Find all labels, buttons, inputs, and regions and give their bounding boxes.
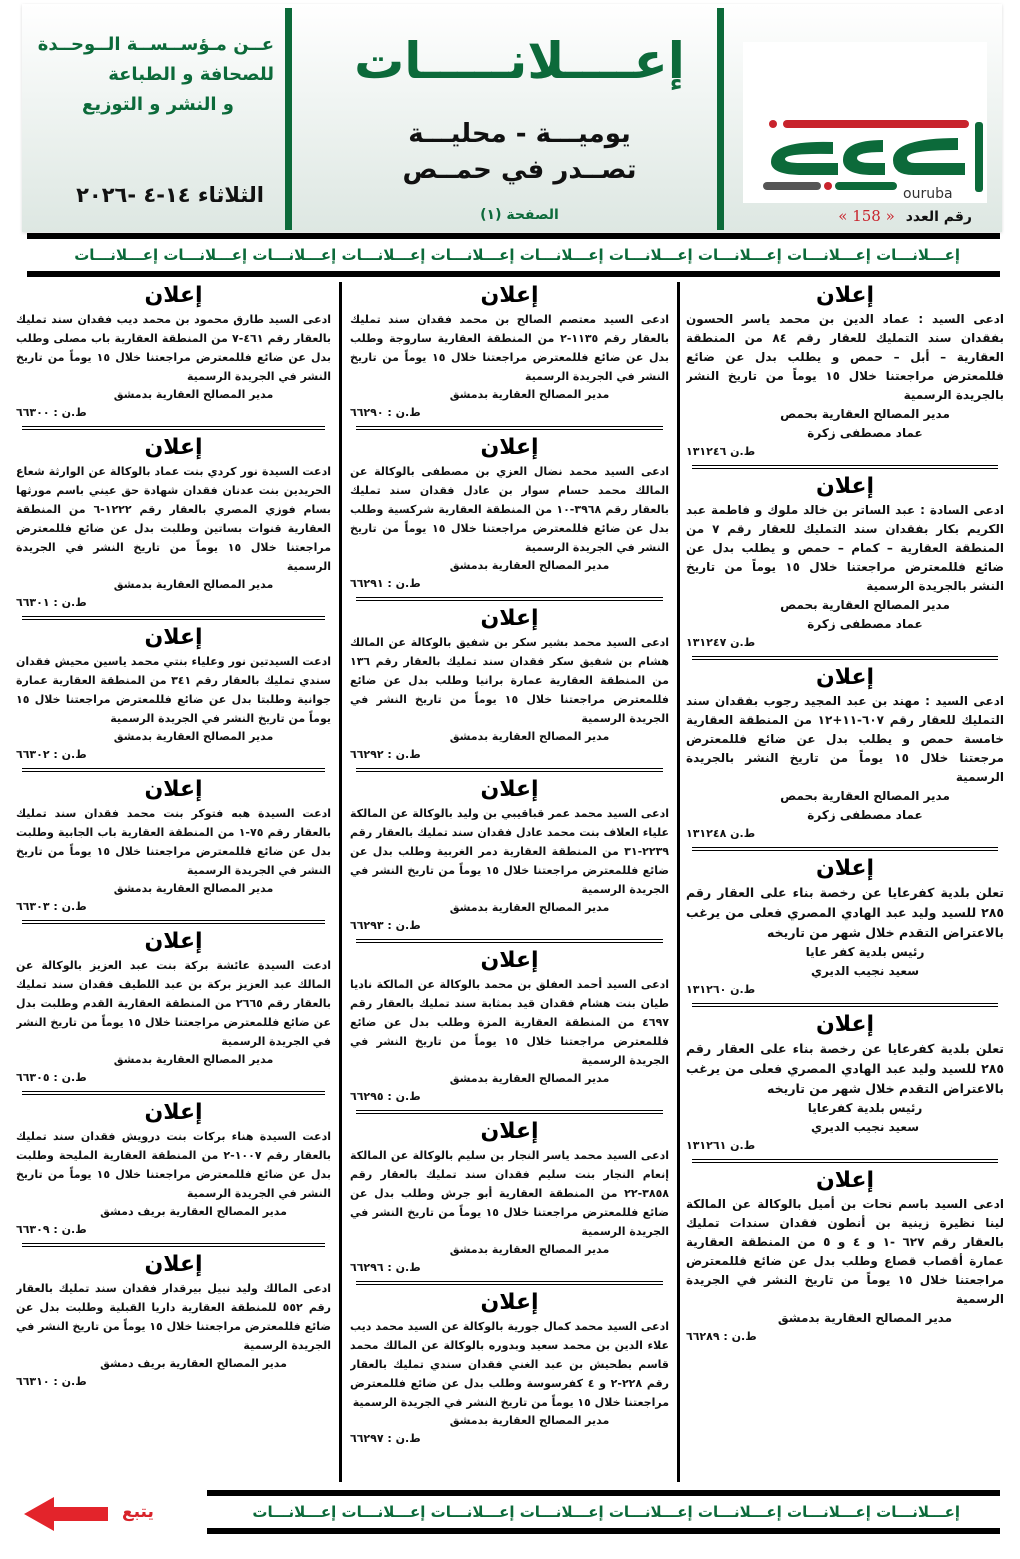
ad-signatory-name: سعيد نجيب الديري (810, 964, 920, 978)
ads-column-middle (350, 282, 680, 1482)
ad-signatory: مدير المصالح العقارية بريف دمشق (100, 1357, 287, 1370)
ad-signatory: مدير المصالح العقارية بدمشق (113, 388, 274, 401)
logo-gray-bar (763, 182, 821, 190)
ad-body: ادعى السيد طارق محمود بن محمد ديب فقدان سند تمليك بالعقار رقم ٤٦١-٧ من المنطقة العقارية باب مصلى وطلب بدل عن ضائع فللمعترض مراجعتنا خلال ١٥ يوماً من تاريخ النشر في الجريدة الرسمية (16, 313, 331, 383)
ad-reference-number: ط.ن : ٦٦٣١٠ (16, 1375, 87, 1388)
publisher-line: عــن مـؤســســة الــوحــدة (37, 34, 274, 55)
ad-title: إعلان (480, 948, 539, 973)
ad-separator (356, 939, 663, 943)
ad-signatory: مدير المصالح العقارية بريف دمشق (100, 1205, 287, 1218)
section-banner (27, 233, 1000, 277)
ad-reference-number: ط.ن ١٣١٢٦١ (686, 1139, 756, 1152)
ad-signatory: مدير المصالح العقارية بحمص (780, 407, 950, 421)
ad-reference-number: ط.ن : ٦٦٣٠٥ (16, 1071, 87, 1084)
ad-signatory: مدير المصالح العقارية بدمشق (449, 1414, 610, 1427)
continue-link[interactable] (24, 1495, 174, 1535)
ad-reference (350, 1088, 669, 1106)
ad-separator (356, 1110, 663, 1114)
ad-reference-number: ط.ن : ٦٦٣٠٢ (16, 748, 87, 761)
ads-column-right (686, 282, 1004, 1482)
page-title: إعــــلانـــــات (354, 32, 685, 90)
ad-reference (350, 746, 669, 764)
ad-title: إعلان (144, 1252, 203, 1277)
ad-title: إعلان (144, 1100, 203, 1125)
ad-signatory: مدير المصالح العقارية بدمشق (113, 1053, 274, 1066)
ad-reference (16, 404, 331, 422)
ad-notice (16, 624, 331, 764)
issue-label: رقم العدد (905, 209, 972, 225)
ad-reference-number: ط.ن : ٦٦٢٩٦ (350, 1261, 421, 1274)
ad-signatory: مدير المصالح العقارية بدمشق (449, 730, 610, 743)
ad-separator (692, 847, 998, 851)
banner-rule (27, 271, 1000, 277)
subtitle (322, 116, 717, 188)
ad-separator (22, 616, 325, 620)
ad-body: ادعى السيد محمد بشير سكر بن شفيق بالوكالة عن المالك هشام بن شفيق سكر فقدان سند تمليك بالعقار رقم ١٣٦ من المنطقة العقارية عمارة برانيا وطلب بدل عن ضائع فللمعترض مراجعتنا خلال ١٥ يوماً من تاريخ النشر في الجريدة الرسمية (350, 636, 669, 725)
ad-separator (692, 1003, 998, 1007)
ad-title: إعلان (480, 1119, 539, 1144)
ad-signatory-name: عماد مصطفى زكرة (807, 426, 923, 440)
ad-notice (16, 1099, 331, 1239)
ad-body: ادعى السيد : عماد الدين بن محمد ياسر الحسون بفقدان سند التمليك للعقار رقم ٨٤ من المنطقة العقارية – أبل – حمص و يطلب بدل عن ضائع فللمعترض مراجعتنا خلال ١٥ يوماً من تاريخ النشر بالجريدة الرسمية (686, 312, 1004, 402)
ad-notice (686, 855, 1004, 999)
ad-reference (350, 404, 669, 422)
divider-bar (285, 8, 292, 230)
subtitle-line: تصــدر في حمــص (402, 155, 637, 185)
ad-reference-number: ط.ن : ٦٦٢٩٧ (350, 1432, 421, 1445)
ad-title: إعلان (815, 283, 875, 308)
ad-reference-number: ط.ن : ٦٦٢٩١ (350, 577, 421, 590)
ad-signatory-name: عماد مصطفى زكرة (807, 617, 923, 631)
ad-reference-number: ط.ن ١٣١٢٤٦ (686, 445, 756, 458)
ad-separator (22, 920, 325, 924)
ad-body: ادعى المالك وليد نبيل بيرقدار فقدان سند تمليك بالعقار رقم ٥٥٢ للمنطقة العقارية داريا القبلية وطلبت بدل عن ضائع فللمعترض مراجعتنا خلال ١٥ يوماً من تاريخ النشر في الجريدة الرسمية (16, 1282, 331, 1352)
ad-body: تعلن بلدية كفرعايا عن رخصة بناء على العقار رقم ٢٨٥ للسيد وليد عبد الهادي المصري فعلى من يرغب بالاعتراض التقدم خلال شهر من تاريخه (686, 885, 1004, 940)
logo-dot-red (769, 120, 777, 128)
publisher-line: للصحافة و الطباعة (108, 64, 274, 85)
ad-reference (686, 443, 1004, 461)
ad-separator (692, 465, 998, 469)
ad-separator (692, 1159, 998, 1163)
ad-signatory: مدير المصالح العقارية بدمشق (449, 901, 610, 914)
ad-separator (356, 768, 663, 772)
publisher-info (37, 30, 274, 120)
ad-reference (16, 1221, 331, 1239)
ad-reference-number: ط.ن : ٦٦٣٠٣ (16, 900, 87, 913)
ad-reference (686, 634, 1004, 652)
ad-body: ادعت السيدتين نور وعلياء بنتي محمد ياسين محيش فقدان سندي تمليك بالعقار رقم ٣٤١ من المنطقة العقارية عمارة جوانية وطلبتا بدل عن ضائع فللمعترض مراجعتنا خلال ١٥ يوماً من تاريخ النشر في الجريدة الرسمية (16, 655, 332, 725)
logo-graphic (743, 42, 987, 203)
ad-notice (16, 776, 331, 916)
ad-signatory: مدير المصالح العقارية بدمشق (449, 1072, 610, 1085)
page-number: الصفحة (١) (480, 207, 559, 223)
ad-reference (350, 917, 669, 935)
ad-notice (686, 1167, 1004, 1346)
ad-reference-number: ط.ن : ٦٦٣٠١ (16, 596, 87, 609)
ad-notice (350, 434, 669, 593)
ad-reference (16, 1373, 331, 1391)
ad-reference-number: ط.ن : ٦٦٣٠٩ (16, 1223, 87, 1236)
ad-notice (16, 1251, 331, 1391)
ad-reference (16, 746, 331, 764)
ad-signatory: مدير المصالح العقارية بدمشق (777, 1311, 953, 1325)
ad-notice (350, 1289, 669, 1448)
logo-green-bar (835, 182, 897, 190)
newspaper-logo[interactable] (743, 42, 987, 203)
ad-notice (16, 282, 331, 422)
ad-signatory: مدير المصالح العقارية بدمشق (449, 1243, 610, 1256)
ad-reference-number: ط.ن ١٣١٢٦٠ (686, 983, 756, 996)
ad-signatory: مدير المصالح العقارية بدمشق (449, 388, 610, 401)
subtitle-line: يوميـــة - محليـــة (408, 119, 631, 149)
ad-separator (22, 426, 325, 430)
ad-separator (22, 1091, 325, 1095)
logo-alef-stroke (975, 122, 983, 192)
ad-notice (16, 434, 331, 612)
ad-separator (692, 656, 998, 660)
logo-red-bar (783, 120, 969, 128)
ad-reference-number: ط.ن : ٦٦٢٩٠ (350, 406, 421, 419)
ad-title: إعلان (480, 1290, 539, 1315)
ad-notice (350, 947, 669, 1106)
ad-signatory: رئيس بلدية كفر عايا (805, 945, 925, 959)
divider-bar (717, 8, 724, 230)
banner-text: إعـــلانـــات إعـــلانـــات إعـــلانـــات إعـــلانـــات إعـــلانـــات إعـــلانـــات إعـــلانـــات إعـــلانـــات (252, 1503, 960, 1521)
banner-rule (207, 1528, 1000, 1534)
ad-separator (22, 1243, 325, 1247)
publish-date: الثلاثاء ١٤-٤ -٢٠٢٦ (76, 183, 264, 207)
logo-letter-shape (771, 142, 838, 175)
ads-column-left (16, 282, 342, 1482)
ad-reference-number: ط.ن : ٦٦٢٩٥ (350, 1090, 421, 1103)
ad-title: إعلان (144, 283, 203, 308)
ad-notice (350, 1118, 669, 1277)
publisher-line: و النشر و التوزيع (82, 94, 234, 115)
ad-reference (16, 898, 331, 916)
ad-reference-number: ط.ن : ٦٦٢٩٢ (350, 748, 421, 761)
ad-notice (686, 1011, 1004, 1155)
ad-title: إعلان (815, 474, 875, 499)
ad-signatory-name: سعيد نجيب الديري (810, 1120, 920, 1134)
continue-label: يتبع (122, 1502, 154, 1522)
ad-body: تعلن بلدية كفرعايا عن رخصة بناء على العقار رقم ٢٨٥ للسيد وليد عبد الهادي المصري فعلى من يرغب بالاعتراض التقدم خلال شهر من تاريخه (686, 1041, 1004, 1096)
ad-title: إعلان (144, 929, 203, 954)
ad-title: إعلان (815, 856, 875, 881)
arrow-left-icon (24, 1497, 112, 1531)
ad-separator (356, 597, 663, 601)
banner-text: إعـــلانـــات إعـــلانـــات إعـــلانـــات إعـــلانـــات إعـــلانـــات إعـــلانـــات إعـــلانـــات إعـــلانـــات إعـــلانـــات إعـــلانـــات (74, 246, 960, 264)
ad-reference (686, 981, 1004, 999)
ad-signatory: مدير المصالح العقارية بحمص (780, 789, 950, 803)
ad-notice (350, 776, 669, 935)
ad-signatory: مدير المصالح العقارية بدمشق (113, 882, 274, 895)
ad-notice (16, 928, 331, 1087)
ad-body: ادعى السيد معتصم الصالح بن محمد فقدان سند تمليك بالعقار رقم ١١٣٥-٢ من المنطقة العقارية ساروجة وطلب بدل عن ضائع فللمعترض مراجعتنا خلال ١٥ يوماً من تاريخ النشر في الجريدة الرسمية (350, 313, 669, 383)
ad-title: إعلان (480, 606, 539, 631)
ad-body: ادعى السيد محمد عمر قباقيبي بن وليد بالوكالة عن المالكة علياء العلاف بنت محمد عادل فقدان سند تمليك بالعقار رقم ٢٢٣٩-٣١ من المنطقة العقارية دمر الغربية وطلب بدل عن ضائع فللمعترض مراجعتنا خلال ١٥ يوماً من تاريخ النشر في الجريدة الرسمية (350, 807, 669, 896)
ad-reference (16, 1069, 331, 1087)
ad-body: ادعى السيد : مهند بن عبد المجيد رجوب بفقدان سند التمليك للعقار رقم ٦٠٧-١١+١٢ من المنطقة العقارية خامسة حمص و يطلب بدل عن ضائع فللمعترض مرجعتنا خلال ١٥ يوماً من تاريخ النشر بالجريدة الرسمية (686, 694, 1004, 784)
ad-notice (686, 473, 1004, 652)
ad-signatory: مدير المصالح العقارية بدمشق (113, 578, 274, 591)
logo-letter-shape (893, 138, 965, 175)
ad-separator (22, 768, 325, 772)
issue-value: « 158 » (838, 207, 895, 225)
ad-body: ادعت السيدة هبه فتوكر بنت محمد فقدان سند تمليك بالعقار رقم ٧٥-١ من المنطقة العقارية باب الجابية وطلبت بدل عن ضائع فللمعترض مراجعتنا خلال ١٥ يوماً من تاريخ النشر في الجريدة الرسمية (16, 807, 331, 877)
ad-reference (350, 575, 669, 593)
ad-title: إعلان (144, 435, 203, 460)
masthead (22, 4, 1002, 232)
ad-reference-number: ط.ن : ٦٦٣٠٠ (16, 406, 87, 419)
ad-reference (350, 1430, 669, 1448)
ad-body: ادعت السيدة عائشة بركة بنت عبد العزيز بالوكالة عن المالك عبد العزيز بركة بن عبد اللطيف فقدان سند تمليك بالعقار رقم ٢٦٦٥ من المنطقة العقارية القدم وطلبت بدل عن ضائع فللمعترض مراجعتنا خلال ١٥ يوماً من تاريخ النشر في الجريدة الرسمية (16, 959, 331, 1048)
ad-body: ادعت السيدة نور كردي بنت عماد بالوكالة عن الوارثة شعاع الحريدين بنت عدنان فقدان شهادة حق عيني باسم مورثها بسام فوزي المصري بالعقار رقم ١٢٢٢-٦ من المنطقة العقارية قنوات بساتين وطلبت بدل عن ضائع فللمعترض مراجعتنا خلال ١٥ يوماً من تاريخ النشر في الجريدة الرسمية (16, 465, 331, 573)
ad-notice (686, 664, 1004, 843)
ad-title: إعلان (815, 1168, 875, 1193)
ad-reference (686, 1137, 1004, 1155)
ad-reference-number: ط.ن ١٣١٢٤٨ (686, 827, 756, 840)
logo-latin-text: ouruba (903, 186, 953, 202)
ad-notice (686, 282, 1004, 461)
ad-reference (686, 1328, 1004, 1346)
ad-reference-number: ط.ن : ٦٦٢٨٩ (686, 1330, 757, 1343)
ad-reference-number: ط.ن : ٦٦٢٩٣ (350, 919, 421, 932)
ad-body: ادعت السيدة هناء بركات بنت درويش فقدان سند تمليك بالعقار رقم ١٠٠٧-٢ من المنطقة العقارية المليحة وطلبت بدل عن ضائع فللمعترض مراجعتنا خلال ١٥ يوماً من تاريخ النشر في الجريدة الرسمية (16, 1130, 331, 1200)
ad-separator (356, 426, 663, 430)
ad-signatory: مدير المصالح العقارية بحمص (780, 598, 950, 612)
ad-signatory: مدير المصالح العقارية بدمشق (449, 559, 610, 572)
ad-body: ادعى السادة : عبد الساتر بن خالد ملوك و فاطمة عبد الكريم بكار بفقدان سند التمليك للعقار رقم ٧ من المنطقة العقارية – كمام – حمص و يطلب بدل عن ضائع فللمعترض مراجعتنا خلال ١٥ يوماً من تاريخ النشر بالجريدة الرسمية (686, 503, 1004, 593)
ad-body: ادعى السيد أحمد العفلق بن محمد بالوكالة عن المالكة ناديا طيان بنت هشام فقدان قيد بمثابة سند تمليك بالعقار رقم ٤٦٩٧ من المنطقة العقارية المزة وطلب بدل عن ضائع فللمعترض مراجعتنا خلال ١٥ يوماً من تاريخ النشر في الجريدة الرسمية (350, 978, 669, 1067)
logo-letter-shape (843, 140, 885, 175)
ad-signatory: رئيس بلدية كفرعايا (807, 1101, 923, 1115)
ad-body: ادعى السيد باسم نحات بن أميل بالوكالة عن المالكة لينا نظيرة زينية بن أنطون فقدان سندات تمليك بالعقار رقم ٦٢٧ -١ و ٤ و ٥ من المنطقة العقارية عمارة أقصاب قصاع وطلب بدل عن ضائع فللمعترض مراجعتنا خلال ١٥ يوماً من تاريخ النشر في الجريدة الرسمية (686, 1197, 1004, 1306)
ad-body: ادعى السيد محمد ياسر النجار بن سليم بالوكالة عن المالكة إنعام النجار بنت سليم فقدان سند تمليك بالعقار رقم ٣٨٥٨-٢٢ من المنطقة العقارية أبو جرش وطلب بدل عن ضائع فللمعترض مراجعتنا خلال ١٥ يوماً من تاريخ النشر في الجريدة الرسمية (350, 1149, 669, 1238)
ad-title: إعلان (815, 665, 875, 690)
issue-number (762, 207, 972, 225)
ad-signatory: مدير المصالح العقارية بدمشق (113, 730, 274, 743)
footer-banner (207, 1490, 1000, 1534)
ad-title: إعلان (144, 625, 203, 650)
ad-reference (16, 594, 331, 612)
ad-body: ادعى السيد محمد نضال العزي بن مصطفى بالوكالة عن المالك محمد حسام سوار بن عادل فقدان سند تمليك بالعقار رقم ٣٩٦٨-١٠ من المنطقة العقارية شركسية وطلب بدل عن ضائع فللمعترض مراجعتنا خلال ١٥ يوماً من تاريخ النشر في الجريدة الرسمية (350, 465, 669, 554)
ad-reference (686, 825, 1004, 843)
logo-dot-red (824, 182, 832, 190)
ad-title: إعلان (480, 435, 539, 460)
ad-title: إعلان (480, 283, 539, 308)
ad-title: إعلان (815, 1012, 875, 1037)
ad-notice (350, 282, 669, 422)
ad-reference-number: ط.ن ١٣١٢٤٧ (686, 636, 756, 649)
ad-reference (350, 1259, 669, 1277)
ad-title: إعلان (480, 777, 539, 802)
ad-notice (350, 605, 669, 764)
ad-separator (356, 1281, 663, 1285)
ad-body: ادعى السيد محمد كمال جورية بالوكالة عن السيد محمد ديب علاء الدين بن محمد سعيد وبدوره بالوكالة عن المالك محمد قاسم بطحيش بن عبد الغني فقدان سندي تمليك بالعقار رقم ٢٢٨-٢ و ٤ كفرسوسة وطلب بدل عن ضائع فللمعترض مراجعتنا خلال ١٥ يوماً من تاريخ النشر في الجريدة الرسمية (350, 1320, 669, 1409)
ad-title: إعلان (144, 777, 203, 802)
ad-signatory-name: عماد مصطفى زكرة (807, 808, 923, 822)
